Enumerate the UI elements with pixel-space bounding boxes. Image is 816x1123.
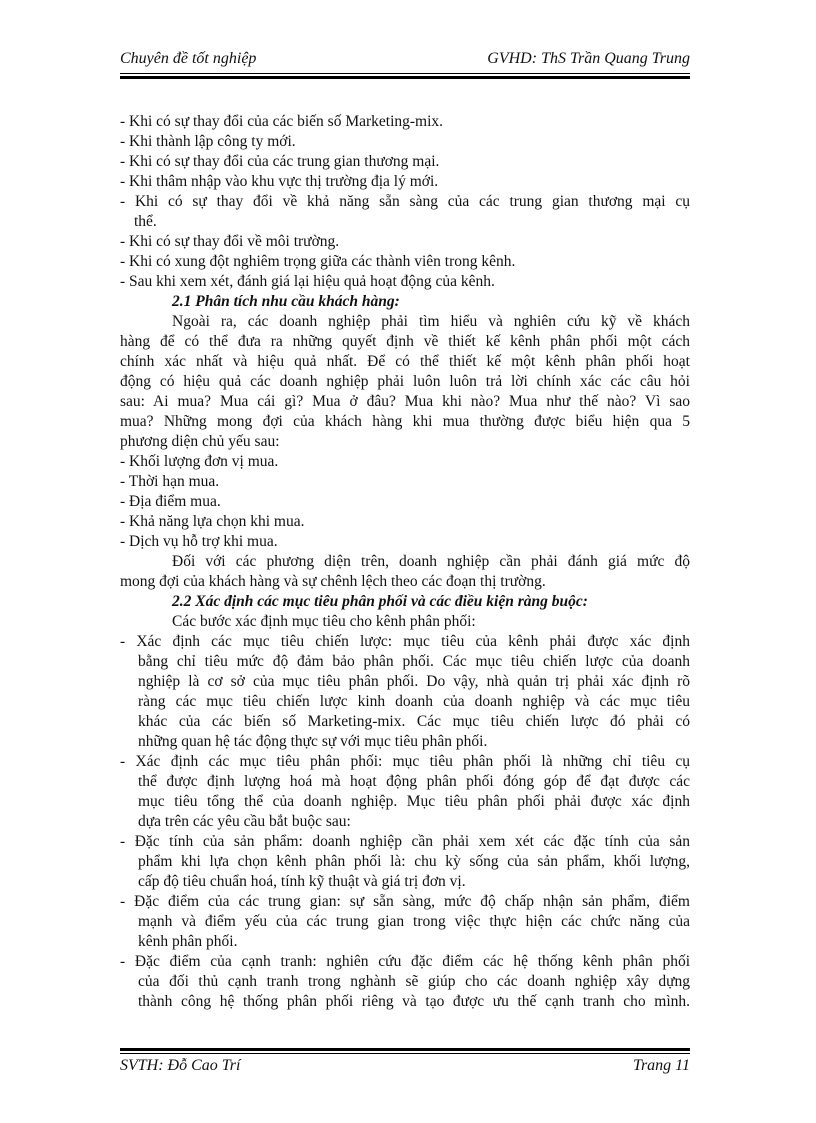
bullet-line: - Đặc tính của sản phẩm: doanh nghiệp cần phải xem xét các đặc tính của sản <box>120 833 690 850</box>
bullet-line: - Xác định các mục tiêu chiến lược: mục tiêu của kênh phải được xác định <box>120 633 690 650</box>
bullet-line: - Khi có sự thay đổi của các biến số Marketing-mix. <box>120 113 444 130</box>
bullet-continuation: của đối thủ cạnh tranh trong nghành sẽ giúp cho các doanh nghiệp xây dựng <box>138 973 690 990</box>
header-supervisor: GVHD: ThS Trần Quang Trung <box>487 50 690 67</box>
bullet-line: - Khi có sự thay đổi của các trung gian thương mại. <box>120 153 440 170</box>
header-rule-thin <box>120 73 690 74</box>
bullet-line: - Khối lượng đơn vị mua. <box>120 453 279 470</box>
bullet-line: - Khi thâm nhập vào khu vực thị trường địa lý mới. <box>120 173 439 190</box>
bullet-line: - Khi có xung đột nghiêm trọng giữa các thành viên trong kênh. <box>120 253 516 270</box>
header-course-title: Chuyên đề tốt nghiệp <box>120 50 257 67</box>
bullet-continuation: ràng các mục tiêu chiến lược kinh doanh của doanh nghiệp và các mục tiêu <box>138 693 690 710</box>
page-header <box>120 46 690 74</box>
page-body <box>120 112 690 1012</box>
page-footer <box>120 1048 690 1078</box>
bullet-line: - Khả năng lựa chọn khi mua. <box>120 513 305 530</box>
bullet-line: - Khi có sự thay đổi về môi trường. <box>120 233 340 250</box>
bullet-continuation: những quan hệ tác động thực sự với mục tiêu phân phối. <box>138 733 488 750</box>
bullet-line: - Xác định các mục tiêu phân phối: mục tiêu phân phối là những chỉ tiêu cụ <box>120 753 690 770</box>
bullet-line: - Dịch vụ hỗ trợ khi mua. <box>120 533 278 550</box>
paragraph-line: Ngoài ra, các doanh nghiệp phải tìm hiểu và nghiên cứu kỹ về khách <box>172 313 690 330</box>
bullet-continuation: nghiệp là cơ sở của mục tiêu phân phối. Do vậy, nhà quản trị phải xác định rõ <box>138 673 690 690</box>
bullet-line: - Khi thành lập công ty mới. <box>120 133 296 150</box>
section-heading-2-2: 2.2 Xác định các mục tiêu phân phối và các điều kiện ràng buộc: <box>172 593 588 610</box>
bullet-continuation: mục tiêu tổng thể của doanh nghiệp. Mục tiêu phân phối phải được xác định <box>138 793 690 810</box>
bullet-line: - Thời hạn mua. <box>120 473 220 490</box>
footer-rule-thick <box>120 1048 690 1051</box>
paragraph-line: sau: Ai mua? Mua cái gì? Mua ở đâu? Mua khi nào? Mua như thế nào? Vì sao <box>120 393 690 410</box>
paragraph-line: phương diện chủ yếu sau: <box>120 433 280 450</box>
paragraph-line: Các bước xác định mục tiêu cho kênh phân phối: <box>172 613 476 630</box>
footer-page-number: Trang 11 <box>632 1057 690 1074</box>
paragraph-line: chính xác nhất và hiệu quả nhất. Để có thể thiết kế một kênh phân phối hoạt <box>120 353 690 370</box>
bullet-continuation: thành công hệ thống phân phối riêng và tạo được ưu thế cạnh tranh cho mình. <box>138 993 690 1010</box>
bullet-line: - Địa điểm mua. <box>120 493 221 510</box>
header-rule-thick <box>120 76 690 79</box>
bullet-line: - Sau khi xem xét, đánh giá lại hiệu quả hoạt động của kênh. <box>120 273 495 290</box>
bullet-continuation: thể được định lượng hoá mà hoạt động phân phối đóng góp để đạt được các <box>138 773 690 790</box>
bullet-continuation: thể. <box>134 213 157 230</box>
bullet-continuation: mạnh và điểm yếu của các trung gian trong việc thực hiện các chức năng của <box>138 913 690 930</box>
bullet-continuation: kênh phân phối. <box>138 933 238 950</box>
paragraph-line: mong đợi của khách hàng và sự chênh lệch theo các đoạn thị trường. <box>120 573 546 590</box>
bullet-continuation: dựa trên các yêu cầu bắt buộc sau: <box>138 813 351 830</box>
footer-rule-thin <box>120 1053 690 1054</box>
bullet-line: - Khi có sự thay đổi về khả năng sẵn sàng của các trung gian thương mại cụ <box>120 193 690 210</box>
footer-student: SVTH: Đỗ Cao Trí <box>120 1057 241 1074</box>
bullet-continuation: bằng chỉ tiêu mức độ đảm bảo phân phối. Các mục tiêu chiến lược của doanh <box>138 653 690 670</box>
section-heading-2-1: 2.1 Phân tích nhu cầu khách hàng: <box>172 293 400 310</box>
bullet-continuation: phẩm khi lựa chọn kênh phân phối là: chu kỳ sống của sản phẩm, khối lượng, <box>138 853 690 870</box>
bullet-line: - Đặc điểm của cạnh tranh: nghiên cứu đặc điểm các hệ thống kênh phân phối <box>120 953 690 970</box>
paragraph-line: mua? Những mong đợi của khách hàng khi mua thường được biểu hiện qua 5 <box>120 413 690 430</box>
bullet-continuation: cấp độ tiêu chuẩn hoá, tính kỹ thuật và giá trị đơn vị. <box>138 873 466 890</box>
bullet-line: - Đặc điểm của các trung gian: sự sẵn sàng, mức độ chấp nhận sản phẩm, điểm <box>120 893 690 910</box>
bullet-continuation: khác của các biến số Marketing-mix. Các mục tiêu chiến lược đó phải có <box>138 713 690 730</box>
paragraph-line: động có hiệu quả các doanh nghiệp phải luôn luôn trả lời chính xác các câu hỏi <box>120 373 690 390</box>
paragraph-line: Đối với các phương diện trên, doanh nghiệp cần phải đánh giá mức độ <box>172 553 690 570</box>
paragraph-line: hàng để có thể đưa ra những quyết định về thiết kế kênh phân phối một cách <box>120 333 690 350</box>
